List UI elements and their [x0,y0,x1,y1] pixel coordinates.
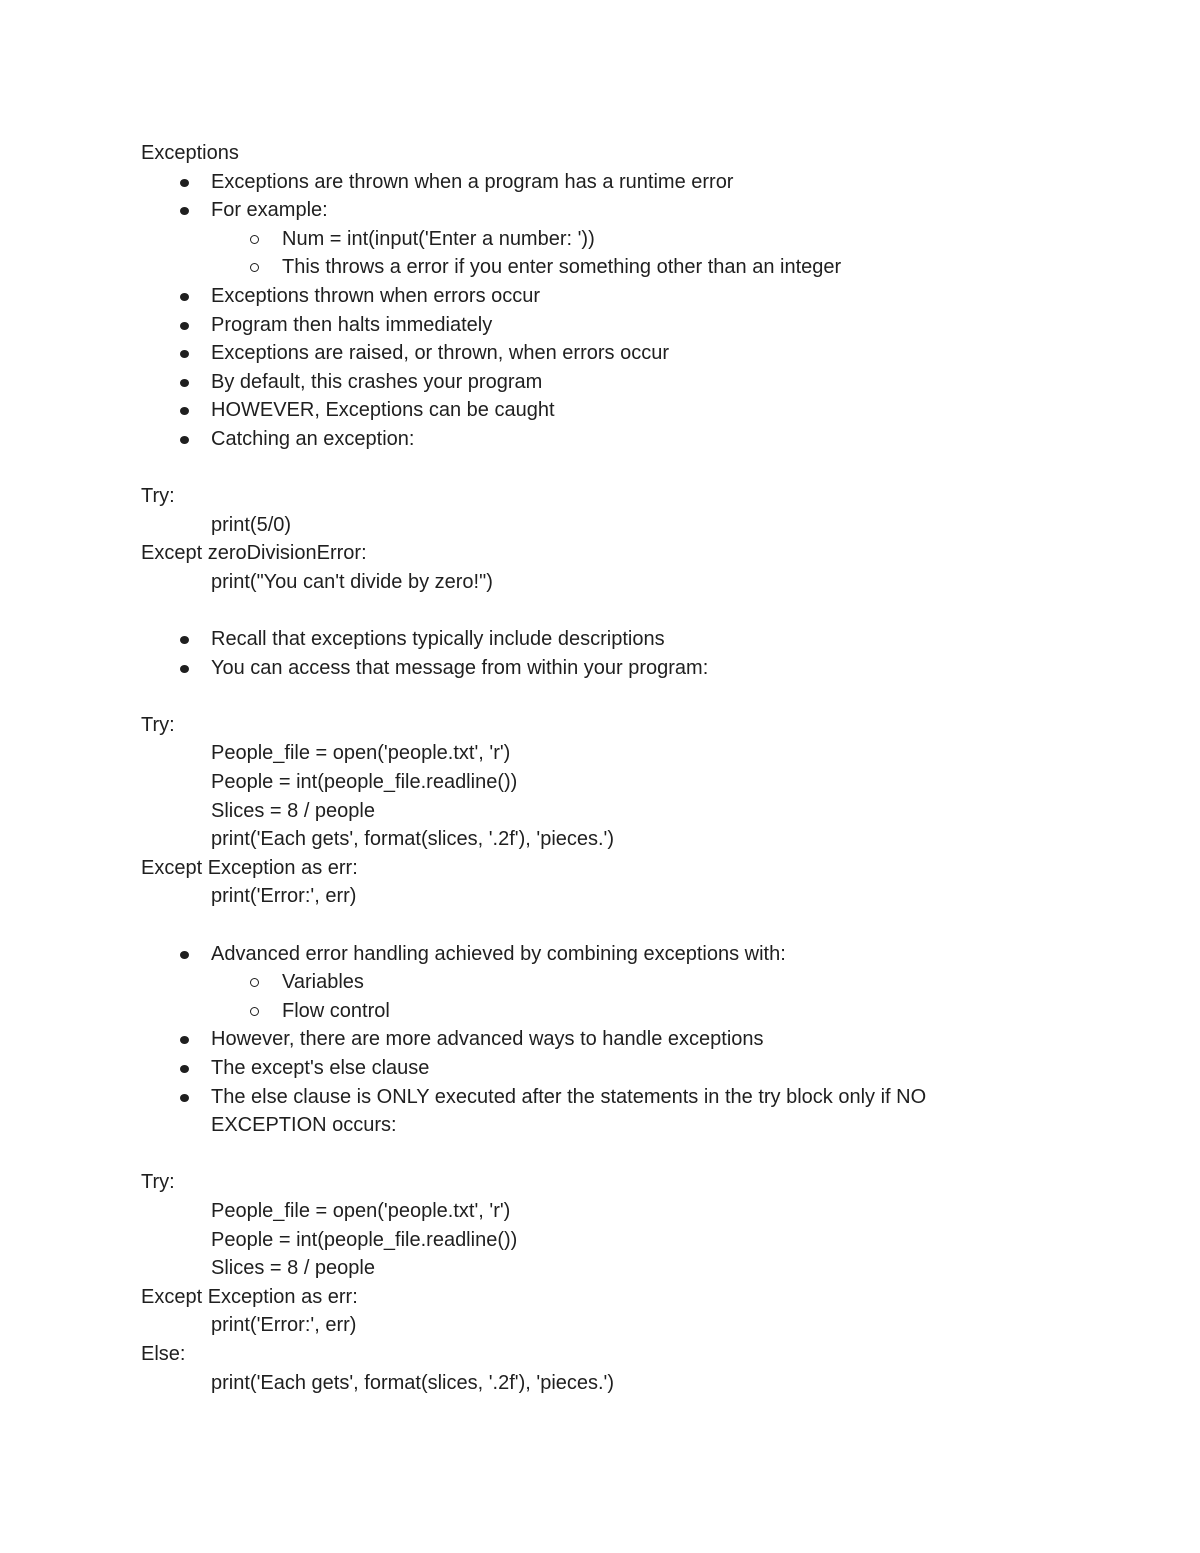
code-try-line: Try: [141,713,175,736]
document-heading: Exceptions [141,142,239,164]
code-body-line: People_file = open('people.txt', 'r') [211,742,511,765]
bullet-item: The except's else clause [141,1054,1041,1083]
bullet-icon [180,379,189,387]
bullet-icon [180,293,189,301]
bullet-item: Catching an exception: [141,425,1041,454]
bullet-icon [180,636,189,644]
hollow-bullet-icon [250,978,259,987]
bullet-icon [180,322,189,330]
bullet-item: Advanced error handling achieved by combining exceptions with: [141,940,1041,969]
bullet-item: Exceptions are raised, or thrown, when errors occur [141,339,1041,368]
sub-bullet-item: Num = int(input('Enter a number: ')) [141,225,1041,254]
bullet-icon [180,951,189,959]
bullet-icon [180,179,189,187]
code-except-line: Except Exception as err: [141,1285,358,1308]
code-handler-line: print('Error:', err) [211,1314,357,1337]
sub-bullet-item: Flow control [141,997,1041,1026]
bullet-item: Exceptions thrown when errors occur [141,282,1041,311]
hollow-bullet-icon [250,235,259,244]
bullet-item: You can access that message from within your program: [141,654,1041,683]
bullet-item: However, there are more advanced ways to handle exceptions [141,1025,1041,1054]
code-body-line: People = int(people_file.readline()) [211,1228,518,1251]
bullet-icon [180,1036,189,1044]
bullet-item: HOWEVER, Exceptions can be caught [141,396,1041,425]
code-body-line: print(5/0) [211,513,292,536]
blank-line [141,682,1041,711]
blank-line [141,1140,1041,1169]
bullet-continuation: EXCEPTION occurs: [211,1114,397,1137]
bullet-icon [180,1065,189,1073]
code-except-line: Except Exception as err: [141,856,358,879]
code-body-line: People_file = open('people.txt', 'r') [211,1199,511,1222]
bullet-item: Exceptions are thrown when a program has a runtime error [141,168,1041,197]
code-handler-line: print("You can't divide by zero!") [211,570,493,593]
code-else-body-line: print('Each gets', format(slices, '.2f'), 'pieces.') [211,1371,615,1394]
bullet-item: Program then halts immediately [141,311,1041,340]
blank-line [141,454,1041,483]
sub-bullet-item: This throws a error if you enter something other than an integer [141,253,1041,282]
sub-bullet-item: Variables [141,968,1041,997]
bullet-item: The else clause is ONLY executed after the statements in the try block only if NO [141,1083,1041,1112]
hollow-bullet-icon [250,1007,259,1016]
bullet-icon [180,665,189,673]
bullet-icon [180,407,189,415]
code-else-line: Else: [141,1342,186,1365]
bullet-item: By default, this crashes your program [141,368,1041,397]
code-body-line: People = int(people_file.readline()) [211,771,518,794]
code-body-line: Slices = 8 / people [211,799,375,822]
blank-line [141,911,1041,940]
bullet-icon [180,436,189,444]
hollow-bullet-icon [250,263,259,272]
bullet-icon [180,207,189,215]
code-try-line: Try: [141,485,175,508]
code-try-line: Try: [141,1171,175,1194]
bullet-item: For example: [141,196,1041,225]
code-body-line: Slices = 8 / people [211,1257,375,1280]
code-body-line: print('Each gets', format(slices, '.2f'), 'pieces.') [211,828,615,851]
bullet-icon [180,1094,189,1102]
blank-line [141,597,1041,626]
bullet-icon [180,350,189,358]
code-handler-line: print('Error:', err) [211,885,357,908]
document-content [141,139,1041,1397]
bullet-item: Recall that exceptions typically include descriptions [141,625,1041,654]
code-except-line: Except zeroDivisionError: [141,542,367,565]
